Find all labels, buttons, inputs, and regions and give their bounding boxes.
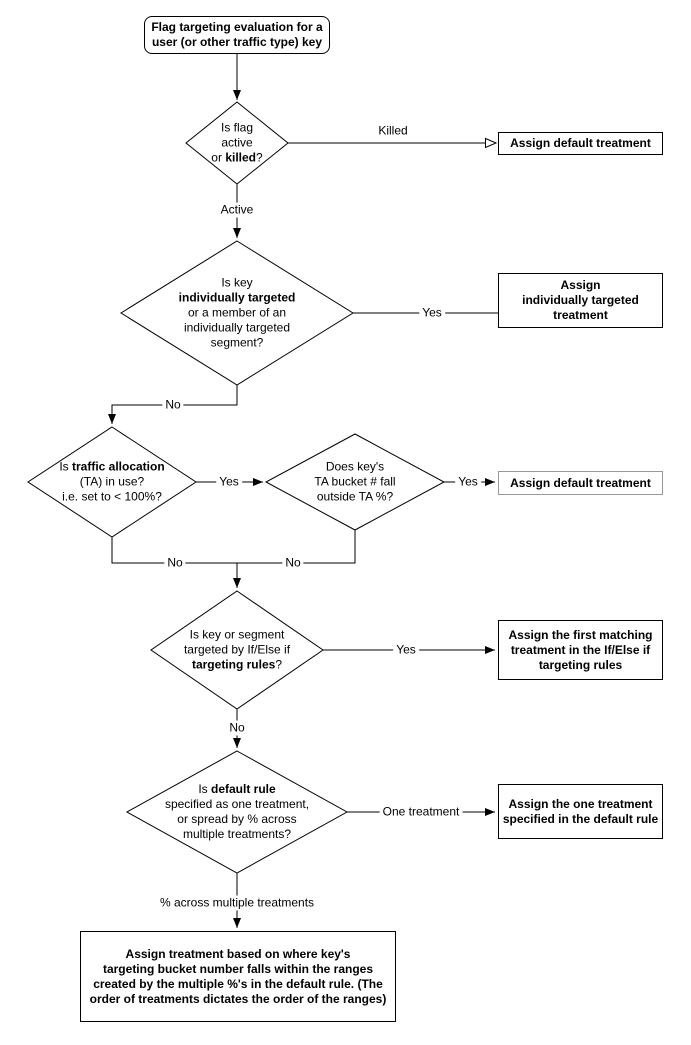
edge-label-ta-in-use-no: No <box>164 556 185 571</box>
edge-label-active: Active <box>218 203 257 218</box>
edge-label-targeting-rules-no: No <box>226 721 247 736</box>
assign-individually-targeted-treatment-box: Assign individually targeted treatment <box>498 273 663 328</box>
decision-ta-bucket-label: Does key's TA bucket # fall outside TA %? <box>314 459 396 504</box>
assign-default-treatment-box-killed: Assign default treatment <box>498 132 663 155</box>
decision-individually-targeted-label: Is key individually targeted or a member of an individually targeted segment? <box>178 275 296 350</box>
edge-label-killed: Killed <box>378 123 408 138</box>
decision-traffic-allocation-label: Is traffic allocation (TA) in use? i.e. set to < 100%? <box>59 459 165 504</box>
edge-label-one-treatment: One treatment <box>380 805 463 820</box>
edge-label-pct-across-multiple: % across multiple treatments <box>157 896 317 911</box>
decision-default-rule-label: Is default rule specified as one treatment, or spread by % across multiple treatments? <box>164 782 310 841</box>
edge-label-targeting-rules-yes: Yes <box>393 643 419 658</box>
start-node: Flag targeting evaluation for a user (or other traffic type) key <box>144 16 330 54</box>
assign-default-treatment-box-ta: Assign default treatment <box>498 471 663 495</box>
assign-one-treatment-box: Assign the one treatment specified in the default rule <box>498 784 663 839</box>
edge-label-ta-in-use-yes: Yes <box>216 475 242 490</box>
edge-label-individually-targeted-no: No <box>162 398 183 413</box>
edge-label-ta-bucket-no: No <box>282 556 303 571</box>
decision-targeting-rules-label: Is key or segment targeted by If/Else if targeting rules? <box>183 627 291 672</box>
assign-treatment-by-ranges-box: Assign treatment based on where key's targeting bucket number falls within the ranges created by the multiple %'s in the default rule. (The order of treatments dictates the order of the ranges) <box>80 931 396 1022</box>
edge-label-individually-targeted-yes: Yes <box>419 306 445 321</box>
decision-flag-active-label: Is flag active or killed? <box>211 120 263 165</box>
assign-first-matching-treatment-box: Assign the first matching treatment in the If/Else if targeting rules <box>498 620 663 680</box>
edge-label-ta-bucket-yes: Yes <box>455 475 481 490</box>
